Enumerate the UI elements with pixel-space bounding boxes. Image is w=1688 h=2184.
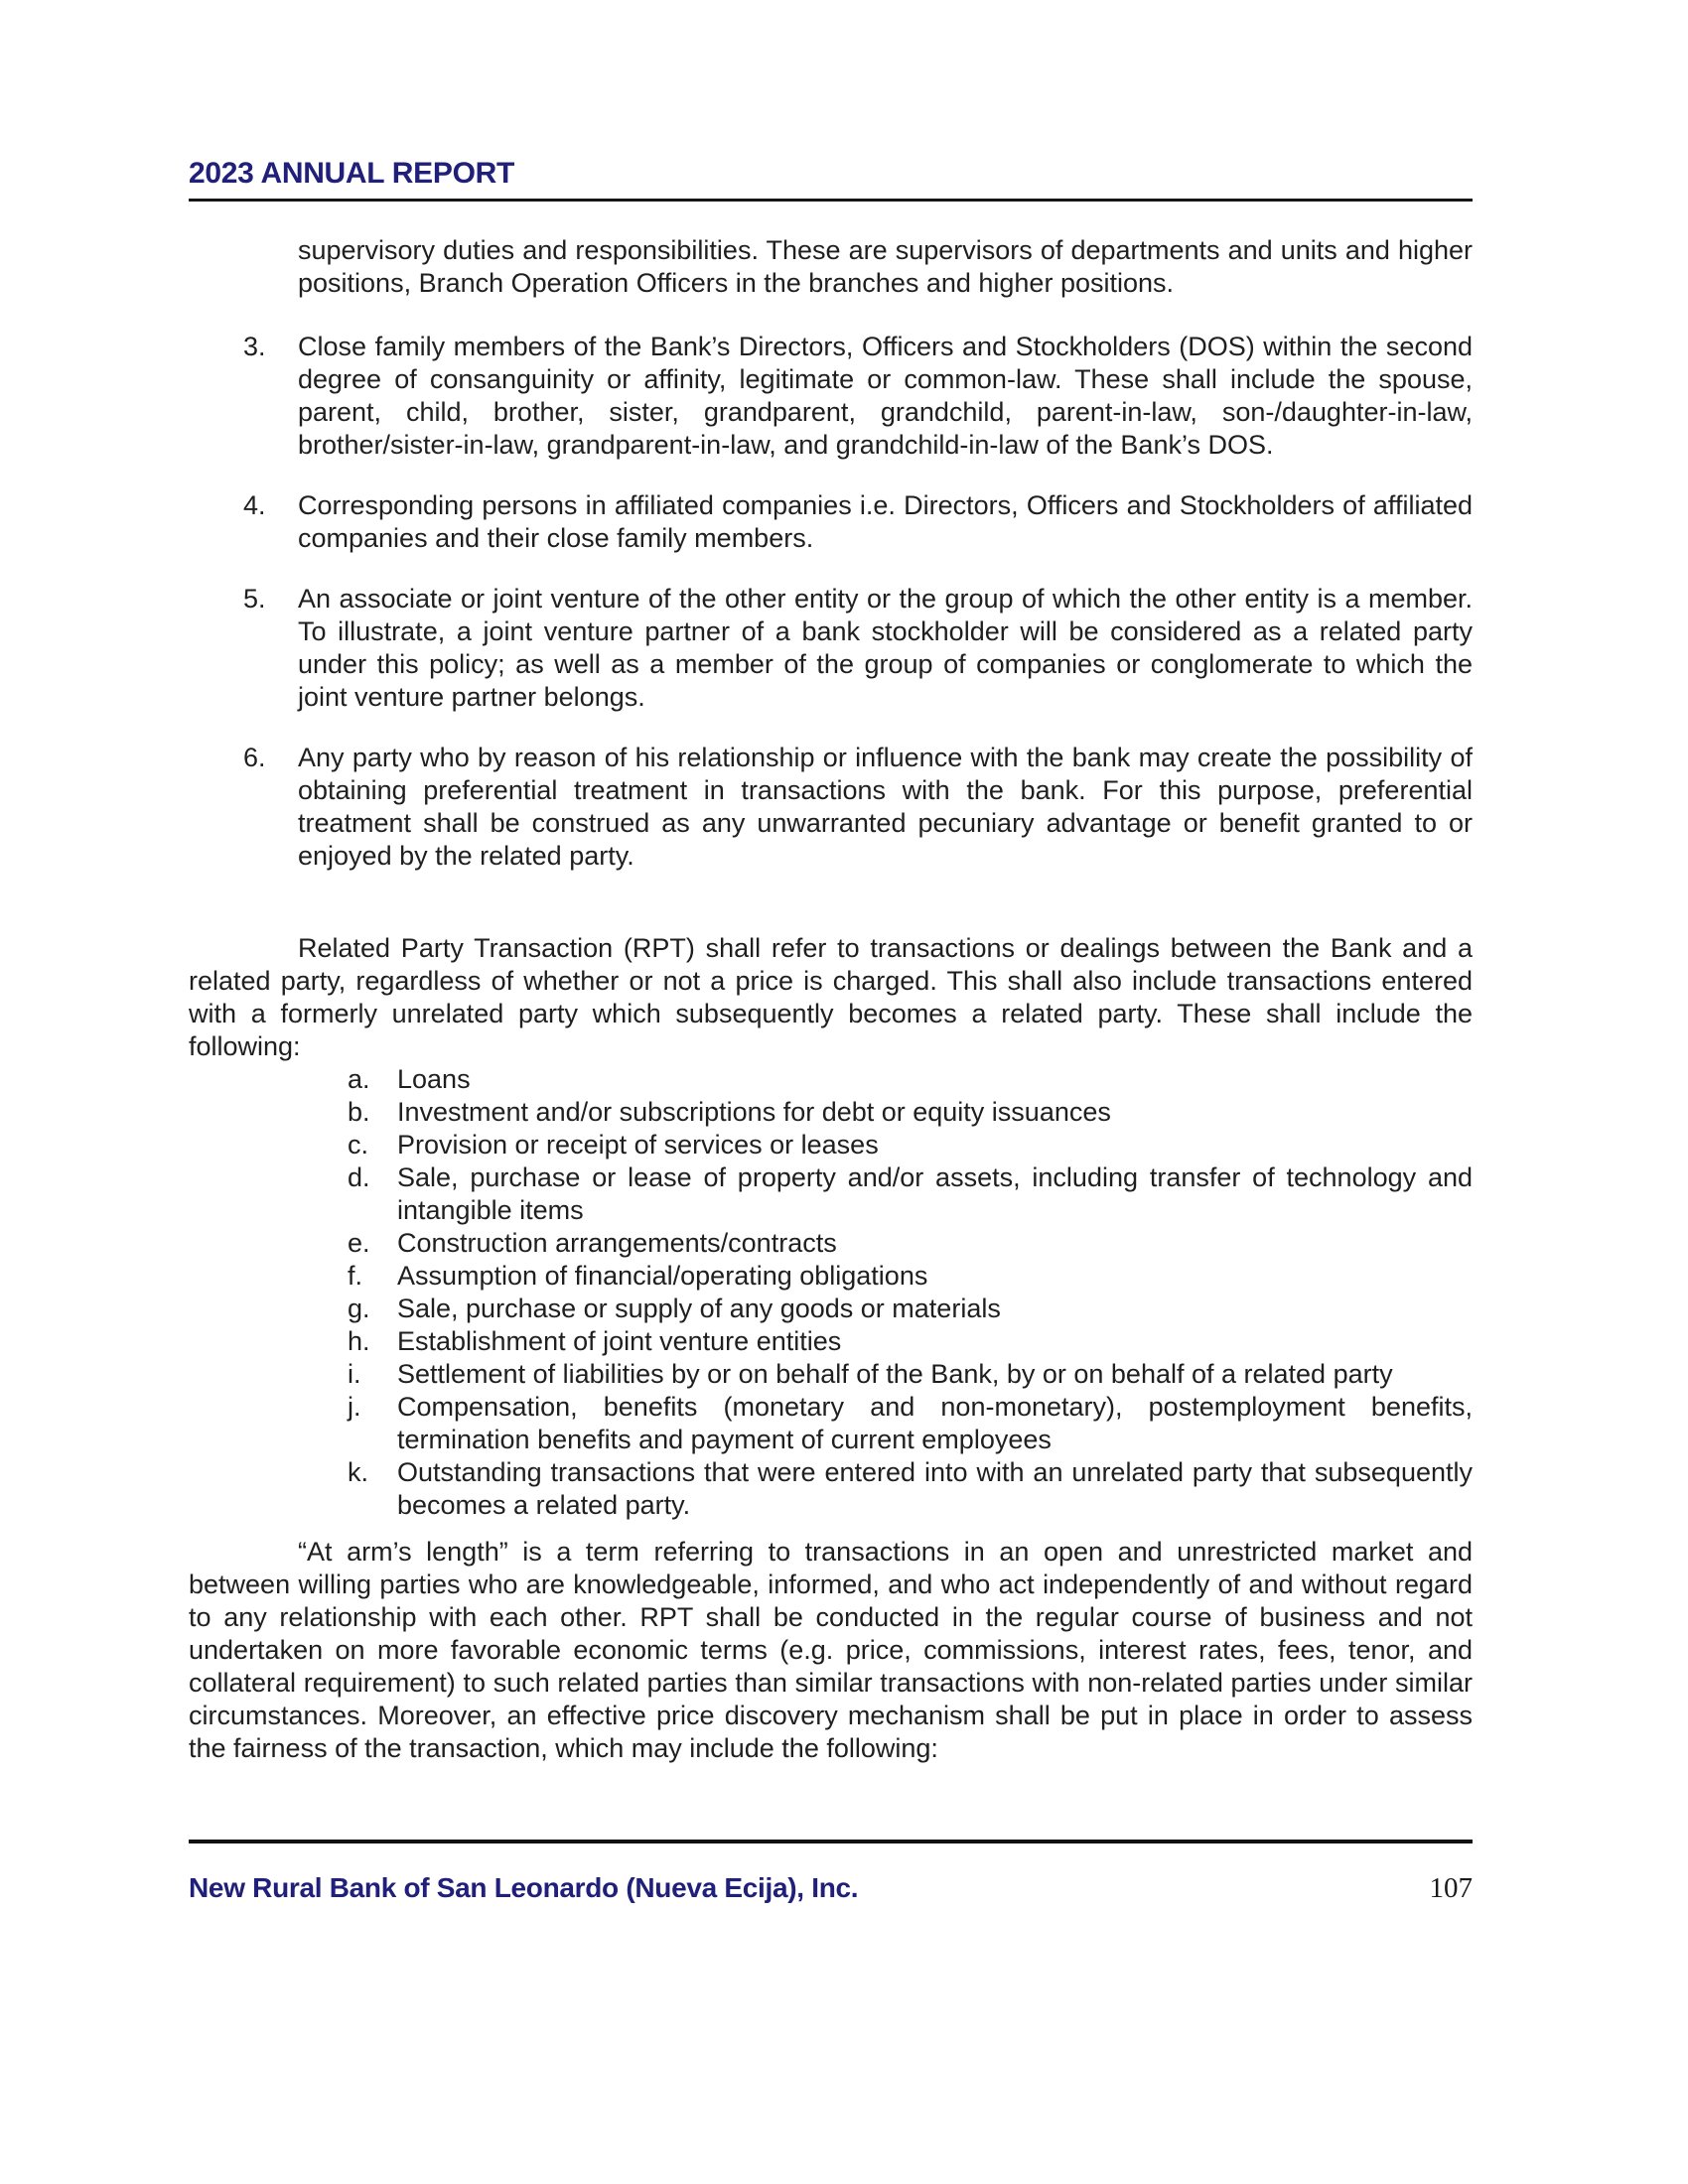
list-item-text: Corresponding persons in affiliated companies i.e. Directors, Officers and Stockholders of affiliated companies and their close family members. [298, 490, 1473, 553]
list-item-text: Any party who by reason of his relationship or influence with the bank may create the possibility of obtaining preferential treatment in transactions with the bank. For this purpose, preferential treatment shall be construed as any unwarranted pecuniary advantage or benefit granted to or enjoyed by the related party. [298, 743, 1473, 871]
list-item-text: Sale, purchase or lease of property and/or assets, including transfer of technology and intangible items [397, 1162, 1473, 1225]
list-item-6 [189, 742, 1473, 873]
footer-rule [189, 1840, 1473, 1843]
lettered-item-j [189, 1391, 1473, 1456]
lettered-item-a [189, 1063, 1473, 1096]
list-item-text: Close family members of the Bank’s Directors, Officers and Stockholders (DOS) within the second degree of consanguinity or affinity, legitimate or common-law. These shall include the spouse, parent, child, brother, sister, grandparent, grandchild, parent-in-law, son-/daughter-in-law, brother/sister-in-law, grandparent-in-law, and grandchild-in-law of the Bank’s DOS. [298, 332, 1473, 460]
list-marker: 5. [243, 584, 266, 614]
list-item-text: Establishment of joint venture entities [397, 1326, 842, 1356]
list-item-4 [189, 489, 1473, 555]
paragraph-continuation: supervisory duties and responsibilities. These are supervisors of departments and units and higher positions, Branch Operation Officers in the branches and higher positions. [298, 235, 1473, 298]
list-marker: 4. [243, 490, 266, 520]
lettered-item-k [189, 1456, 1473, 1522]
header-rule [189, 199, 1473, 202]
lettered-item-i [189, 1358, 1473, 1391]
list-item-text: Compensation, benefits (monetary and non-monetary), postemployment benefits, termination benefits and payment of current employees [397, 1392, 1473, 1454]
list-marker: g. [348, 1294, 370, 1323]
list-item-text: Assumption of financial/operating obligations [397, 1261, 928, 1291]
page-footer [189, 1872, 1473, 1905]
list-item-text: Investment and/or subscriptions for debt or equity issuances [397, 1097, 1111, 1127]
list-item-text: Loans [397, 1064, 471, 1094]
list-marker: h. [348, 1326, 370, 1356]
paragraph-rpt-definition: Related Party Transaction (RPT) shall refer to transactions or dealings between the Bank and a related party, regardless of whether or not a price is charged. This shall also include transactions entered with a formerly unrelated party which subsequently becomes a related party. These shall include the following: [189, 933, 1473, 1061]
list-marker: 6. [243, 743, 266, 772]
page-title: 2023 ANNUAL REPORT [189, 157, 515, 190]
list-marker: d. [348, 1162, 370, 1192]
lettered-item-e [189, 1227, 1473, 1260]
list-marker: j. [348, 1392, 361, 1422]
list-marker: f. [348, 1261, 363, 1291]
list-item-text: Outstanding transactions that were entered into with an unrelated party that subsequently becomes a related party. [397, 1457, 1473, 1520]
lettered-item-c [189, 1129, 1473, 1161]
list-marker: i. [348, 1359, 361, 1389]
paragraph-arms-length: “At arm’s length” is a term referring to transactions in an open and unrestricted market and between willing parties who are knowledgeable, informed, and who act independently of and without regard to any relationship with each other. RPT shall be conducted in the regular course of business and not undertaken on more favorable economic terms (e.g. price, commissions, interest rates, fees, tenor, and collateral requirement) to such related parties than similar transactions with non-related parties under similar circumstances. Moreover, an effective price discovery mechanism shall be put in place in order to assess the fairness of the transaction, which may include the following: [189, 1537, 1473, 1763]
document-body [189, 234, 1473, 1765]
list-marker: k. [348, 1457, 369, 1487]
list-item-text: Construction arrangements/contracts [397, 1228, 837, 1258]
list-marker: c. [348, 1130, 369, 1160]
list-item-text: An associate or joint venture of the other entity or the group of which the other entity is a member. To illustrate, a joint venture partner of a bank stockholder will be considered as a related party under this policy; as well as a member of the group of companies or conglomerate to which the joint venture partner belongs. [298, 584, 1473, 712]
lettered-item-h [189, 1325, 1473, 1358]
list-marker: 3. [243, 332, 266, 361]
list-item-text: Settlement of liabilities by or on behalf of the Bank, by or on behalf of a related party [397, 1359, 1393, 1389]
lettered-item-d [189, 1161, 1473, 1227]
list-item-text: Provision or receipt of services or leases [397, 1130, 879, 1160]
footer-page-number: 107 [1429, 1872, 1473, 1904]
list-marker: e. [348, 1228, 370, 1258]
list-marker: a. [348, 1064, 370, 1094]
lettered-item-g [189, 1293, 1473, 1325]
list-item-5 [189, 583, 1473, 714]
lettered-item-f [189, 1260, 1473, 1293]
list-item-text: Sale, purchase or supply of any goods or materials [397, 1294, 1001, 1323]
footer-bank-name: New Rural Bank of San Leonardo (Nueva Ecija), Inc. [189, 1872, 859, 1903]
lettered-item-b [189, 1096, 1473, 1129]
list-item-3 [189, 331, 1473, 462]
list-marker: b. [348, 1097, 370, 1127]
